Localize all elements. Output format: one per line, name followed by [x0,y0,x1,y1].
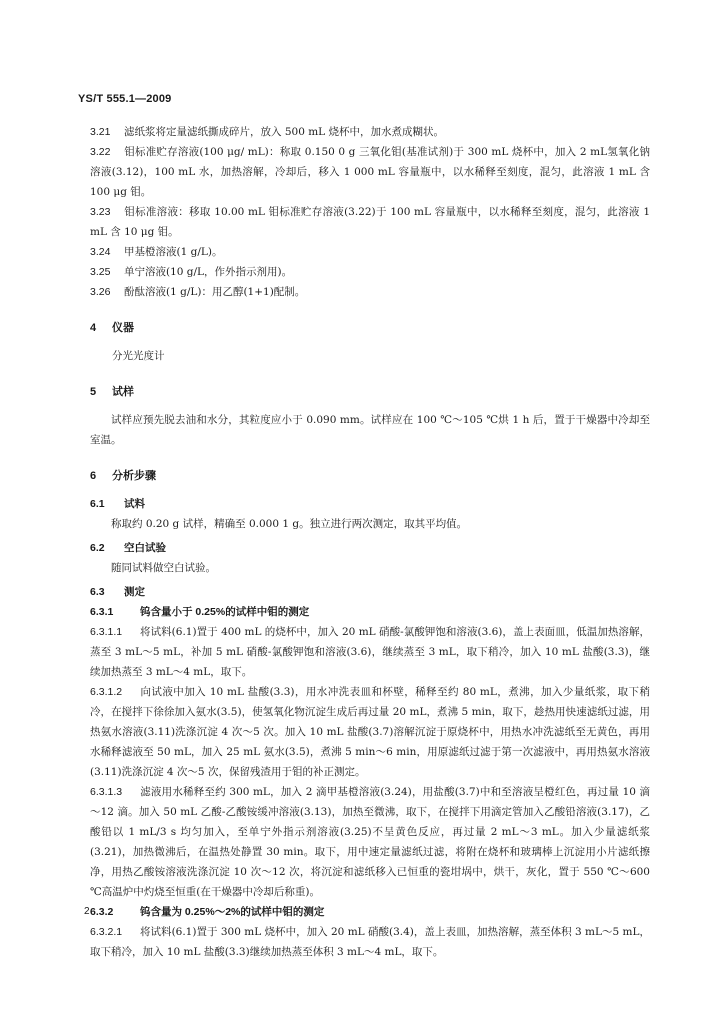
item-text: 甲基橙溶液(1 g/L)。 [124,246,223,258]
subsection-6-2-body: 随同试料做空白试验。 [111,562,216,574]
subsection-title: 试料 [124,498,145,510]
item-3-24 [90,242,650,262]
item-text: 钼标准贮存溶液(100 μg/ mL)：称取 0.150 0 g 三氧化钼(基准试剂)于 300 mL 烧杯中，加入 2 mL氢氧化钠溶液(3.12)，100 mL 水，加热溶解，冷却后，移入 1 000 mL 容量瓶中，以水稀释至刻度，混匀，此溶液 1 mL 含 100 μg 钼。 [90,146,650,198]
item-3-26 [90,282,650,302]
paragraph-number: 6.3.1.1 [90,626,123,638]
item-text: 滤纸浆将定量滤纸撕成碎片，放入 500 mL 烧杯中，加水煮成糊状。 [124,126,444,138]
item-number: 3.22 [90,146,111,158]
item-text: 钼标准溶液：移取 10.00 mL 钼标准贮存溶液(3.22)于 100 mL 容量瓶中，以水稀释至刻度，混匀，此溶液 1 mL 含 10 μg 钼。 [90,206,650,238]
section-heading-5 [90,382,650,402]
section-heading-6 [90,466,650,486]
item-text: 单宁溶液(10 g/L，作外指示剂用)。 [124,266,293,278]
subsection-number: 6.3 [90,586,105,598]
paragraph-text: 滤液用水稀释至约 300 mL，加入 2 滴甲基橙溶液(3.24)，用盐酸(3.7)中和至溶液呈橙红色，再过量 10 滴～12 滴。加入 50 mL 乙酸-乙酸铵缓冲溶液(3.13)，加热至微沸，取下，在搅拌下用滴定管加入乙酸铅溶液(3.17)，乙酸铅以 1 mL/3 s 均匀加入，至单宁外指示剂溶液(3.25)不呈黄色反应，再过量 2 mL～3 mL。加入少量滤纸浆(3.21)，加热微沸后，在温热处静置 30 min。取下，用中速定量滤纸过滤，将附在烧杯和玻璃棒上沉淀用小片滤纸擦净，用热乙酸铵溶液洗涤沉淀 10 次～12 次，将沉淀和滤纸移入已恒重的瓷坩埚中，烘干，灰化，置于 550 ℃～600 ℃高温炉中灼烧至恒重(在干燥器中冷却后称重)。 [90,786,650,898]
section-number: 4 [90,322,97,334]
item-text: 酚酞溶液(1 g/L)：用乙醇(1+1)配制。 [124,286,306,298]
section-title: 分析步骤 [112,470,156,482]
paragraph-6-3-1-3 [90,782,650,902]
paragraph-number: 6.3.1.3 [90,786,123,798]
subsection-6-3-1-heading [90,602,650,622]
paragraph-number: 6.3.1.2 [90,686,123,698]
section-4-body: 分光光度计 [112,350,165,362]
subsection-title: 钨含量小于 0.25%的试样中钼的测定 [140,606,310,618]
item-number: 3.24 [90,246,111,258]
subsection-6-3-heading [90,582,650,602]
subsection-number: 6.3.1 [90,606,114,618]
paragraph-6-3-1-2 [90,682,650,782]
subsection-title: 钨含量为 0.25%～2%的试样中钼的测定 [140,906,325,918]
subsection-6-1-heading [90,494,650,514]
paragraph-text: 将试料(6.1)置于 300 mL 烧杯中，加入 20 mL 硝酸(3.4)，盖上表皿，加热溶解，蒸至体积 3 mL～5 mL，取下稍冷，加入 10 mL 盐酸(3.3)继续加热蒸至体积 3 mL～4 mL，取下。 [90,926,650,958]
paragraph-6-3-1-1 [90,622,650,682]
subsection-number: 6.1 [90,498,105,510]
item-3-25 [90,262,650,282]
subsection-number: 6.3.2 [90,906,114,918]
paragraph-6-3-2-1 [90,922,650,962]
item-number: 3.25 [90,266,111,278]
item-number: 3.21 [90,126,111,138]
item-3-23 [90,202,650,242]
item-3-22 [90,142,650,202]
subsection-6-2-heading [90,538,650,558]
section-title: 试样 [112,386,134,398]
standard-code: YS/T 555.1—2009 [78,93,172,105]
subsection-title: 测定 [124,586,145,598]
paragraph-text: 将试料(6.1)置于 400 mL 的烧杯中，加入 20 mL 硝酸-氯酸钾饱和溶液(3.6)，盖上表面皿，低温加热溶解，蒸至 3 mL～5 mL，补加 5 mL 硝酸-氯酸钾饱和溶液(3.6)，继续蒸至 3 mL，取下稍冷，加入 10 mL 盐酸(3.3)，继续加热蒸至 3 mL～4 mL，取下。 [90,626,650,678]
paragraph-text: 向试液中加入 10 mL 盐酸(3.3)，用水冲洗表皿和杯壁，稀释至约 80 mL，煮沸，加入少量纸浆，取下稍冷，在搅拌下徐徐加入氨水(3.5)，使氢氧化物沉淀生成后再过量 20 mL，煮沸 5 min，取下，趁热用快速滤纸过滤，用热氨水溶液(3.11)洗涤沉淀 4 次～5 次。加入 10 mL 盐酸(3.7)溶解沉淀于原烧杯中，用热水冲洗滤纸至无黄色，再用水稀释滤液至 50 mL，加入 25 mL 氨水(3.5)，煮沸 5 min～6 min，用原滤纸过滤于第一次滤液中，再用热氨水溶液(3.11)洗涤沉淀 4 次～5 次，保留残渣用于钼的补正测定。 [90,686,650,778]
subsection-title: 空白试验 [124,542,166,554]
page-number: 2 [84,906,90,917]
section-5-body: 试样应预先脱去油和水分，其粒度应小于 0.090 mm。试样应在 100 ℃～105 ℃烘 1 h 后，置于干燥器中冷却至室温。 [90,414,650,446]
section-number: 5 [90,386,97,398]
item-number: 3.23 [90,206,111,218]
subsection-6-3-2-heading [90,902,650,922]
subsection-6-1-body: 称取约 0.20 g 试样，精确至 0.000 1 g。独立进行两次测定，取其平均值。 [111,518,468,530]
paragraph-number: 6.3.2.1 [90,926,123,938]
subsection-number: 6.2 [90,542,105,554]
section-heading-4 [90,318,650,338]
section-title: 仪器 [112,322,134,334]
section-number: 6 [90,470,97,482]
item-3-21 [90,122,650,142]
item-number: 3.26 [90,286,111,298]
document-body [90,122,650,962]
